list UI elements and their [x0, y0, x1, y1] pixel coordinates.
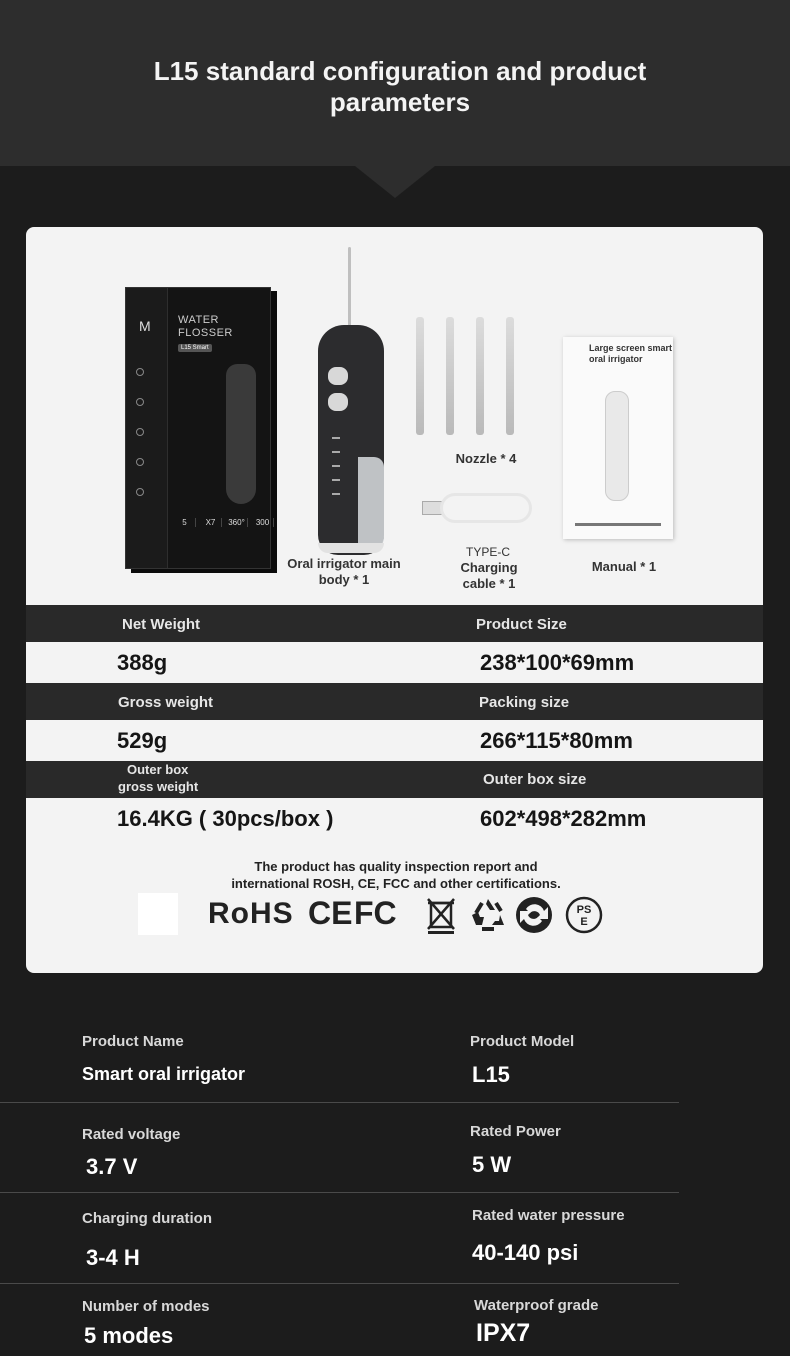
product-model-label: Product Model [470, 1033, 575, 1050]
header-arrow [355, 166, 435, 198]
box-spec: X7 [200, 518, 222, 527]
feature-icon [136, 458, 144, 466]
irrigator-nozzle [348, 247, 351, 327]
irrigator-image [318, 247, 384, 553]
manual-footer-line [575, 523, 661, 526]
product-size-label: Product Size [476, 616, 567, 633]
product-name-value: Smart oral irrigator [82, 1064, 246, 1084]
recycle-icon [468, 895, 508, 935]
feature-icon [136, 398, 144, 406]
box-feature-icons [136, 368, 144, 518]
cable-wire [440, 493, 532, 523]
outer-box-weight-value: 16.4KG ( 30pcs/box ) [117, 806, 334, 831]
usb-plug [422, 501, 442, 515]
waterproof-value: IPX7 [476, 1319, 531, 1347]
nozzles-image [416, 317, 514, 435]
cable-caption: Charging cable * 1 [460, 560, 518, 591]
rated-voltage-label: Rated voltage [82, 1126, 181, 1143]
manual-cover-text: Large screen smart oral irrigator [589, 343, 673, 364]
product-box-image [125, 287, 271, 569]
box-title: WATER FLOSSER [178, 314, 233, 339]
main-body-caption: Oral irrigator main body * 1 [287, 556, 401, 587]
certification-logos [138, 889, 618, 939]
irrigator-mode-button [328, 393, 348, 411]
product-model-value: L15 [472, 1062, 510, 1087]
cable-type-caption: TYPE-C [465, 545, 510, 559]
nozzle-tip [416, 317, 424, 435]
table-header-row [26, 683, 763, 720]
divider [0, 1192, 679, 1193]
rated-voltage-value: 3.7 V [86, 1154, 138, 1179]
net-weight-label: Net Weight [122, 616, 201, 633]
manual-device-picture [605, 391, 629, 501]
table-row [26, 720, 763, 761]
nozzle-tip [506, 317, 514, 435]
box-tag: L15 Smart [178, 344, 212, 352]
irrigator-power-button [328, 367, 348, 385]
green-dot-icon [514, 895, 554, 935]
certification-note-line1: The product has quality inspection report and [254, 859, 538, 874]
charging-cable-image [422, 491, 536, 525]
gross-weight-label: Gross weight [118, 694, 214, 711]
charging-duration-value: 3-4 H [86, 1245, 140, 1270]
outer-box-weight-label-line1: Outer box [127, 762, 189, 777]
box-brand-logo: M [139, 318, 151, 334]
blank-logo-placeholder [138, 893, 178, 935]
rated-pressure-label: Rated water pressure [472, 1207, 625, 1224]
net-weight-value: 388g [117, 650, 168, 675]
irrigator-tank [358, 457, 384, 553]
certification-note [176, 858, 616, 892]
irrigator-indicators [332, 437, 340, 507]
gross-weight-value: 529g [117, 728, 168, 753]
feature-icon [136, 488, 144, 496]
table-row [26, 798, 763, 839]
feature-icon [136, 428, 144, 436]
product-size-value: 238*100*69mm [480, 650, 635, 675]
nozzle-tip [446, 317, 454, 435]
manual-caption: Manual * 1 [591, 559, 657, 574]
divider [0, 1283, 679, 1284]
configuration-card [26, 227, 763, 973]
box-spec: 5 [174, 518, 196, 527]
rated-power-value: 5 W [472, 1152, 512, 1177]
outer-box-size-label: Outer box size [483, 771, 587, 788]
svg-text:E: E [580, 916, 588, 928]
rated-power-label: Rated Power [470, 1123, 561, 1140]
feature-icon [136, 368, 144, 376]
modes-value: 5 modes [84, 1323, 174, 1348]
fcc-logo: FC [354, 895, 397, 931]
modes-label: Number of modes [82, 1298, 210, 1315]
charging-duration-label: Charging duration [82, 1210, 212, 1227]
ce-logo: CE [308, 895, 353, 931]
header-banner [0, 0, 790, 166]
nozzle-tip [476, 317, 484, 435]
weee-bin-icon [424, 895, 458, 935]
certification-note-line2: international ROSH, CE, FCC and other certifications. [231, 876, 561, 891]
divider [0, 1102, 679, 1103]
rated-pressure-value: 40-140 psi [472, 1240, 579, 1265]
table-row [26, 642, 763, 683]
packing-size-label: Packing size [479, 694, 570, 711]
product-name-label: Product Name [82, 1033, 184, 1050]
pse-mark-icon [564, 895, 604, 935]
waterproof-label: Waterproof grade [474, 1297, 599, 1314]
box-spec: 300 [252, 518, 274, 527]
box-spec-strip [174, 518, 274, 527]
outer-box-size-value: 602*498*282mm [480, 806, 647, 831]
packing-size-value: 266*115*80mm [480, 728, 633, 753]
nozzle-caption: Nozzle * 4 [455, 451, 517, 466]
svg-text:PS: PS [576, 904, 592, 916]
box-spec: 360° [226, 518, 248, 527]
irrigator-base [318, 543, 384, 553]
table-header-row [26, 761, 763, 798]
table-header-row [26, 605, 763, 642]
box-device-picture [226, 364, 256, 504]
page-title: L15 standard configuration and product parameters [153, 56, 647, 117]
rohs-logo: RoHS [208, 897, 294, 930]
manual-image [563, 337, 673, 539]
outer-box-weight-label-line2: gross weight [118, 779, 199, 794]
